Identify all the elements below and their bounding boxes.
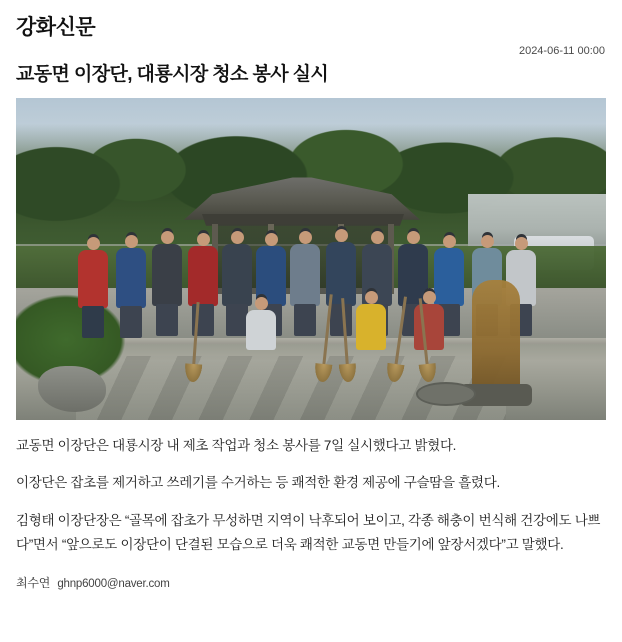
photo-person: [290, 244, 320, 306]
page-title: 교동면 이장단, 대룡시장 청소 봉사 실시: [16, 64, 329, 86]
photo-person: [188, 246, 218, 306]
byline: [16, 574, 606, 591]
article-paragraph: 김형태 이장단장은 “골목에 잡초가 무성하면 지역이 낙후되어 보이고, 각종 해충이 번식해 건강에도 나쁘다”면서 “앞으로도 이장단이 단결된 모습으로 더욱 쾌적한 교동면 만들기에 앞장서겠다”고 말했다.: [16, 513, 601, 552]
photo-person-kneeling: [246, 310, 276, 350]
site-masthead[interactable]: 강화신문: [16, 16, 96, 39]
article-paragraph: 교동면 이장단은 대룡시장 내 제초 작업과 청소 봉사를 7일 실시했다고 밝혔다.: [16, 437, 457, 453]
article-photo: [16, 98, 606, 420]
article-timestamp: 2024-06-11 00:00: [518, 45, 605, 58]
photo-person: [78, 250, 108, 308]
photo-scene: [16, 98, 606, 420]
byline-email[interactable]: ghnp6000@naver.com: [57, 578, 170, 591]
photo-person-kneeling: [414, 304, 444, 350]
photo-person: [152, 244, 182, 306]
photo-statue: [472, 280, 520, 398]
byline-reporter: 최수연: [16, 576, 51, 591]
photo-person-kneeling: [356, 304, 386, 350]
photo-person: [434, 248, 464, 306]
article-paragraph: 이장단은 잡초를 제거하고 쓰레기를 수거하는 등 쾌적한 환경 제공에 구슬땀을 흘렸다.: [16, 475, 500, 491]
photo-manhole-cover: [416, 382, 476, 406]
photo-person: [116, 248, 146, 308]
photo-person: [222, 244, 252, 306]
